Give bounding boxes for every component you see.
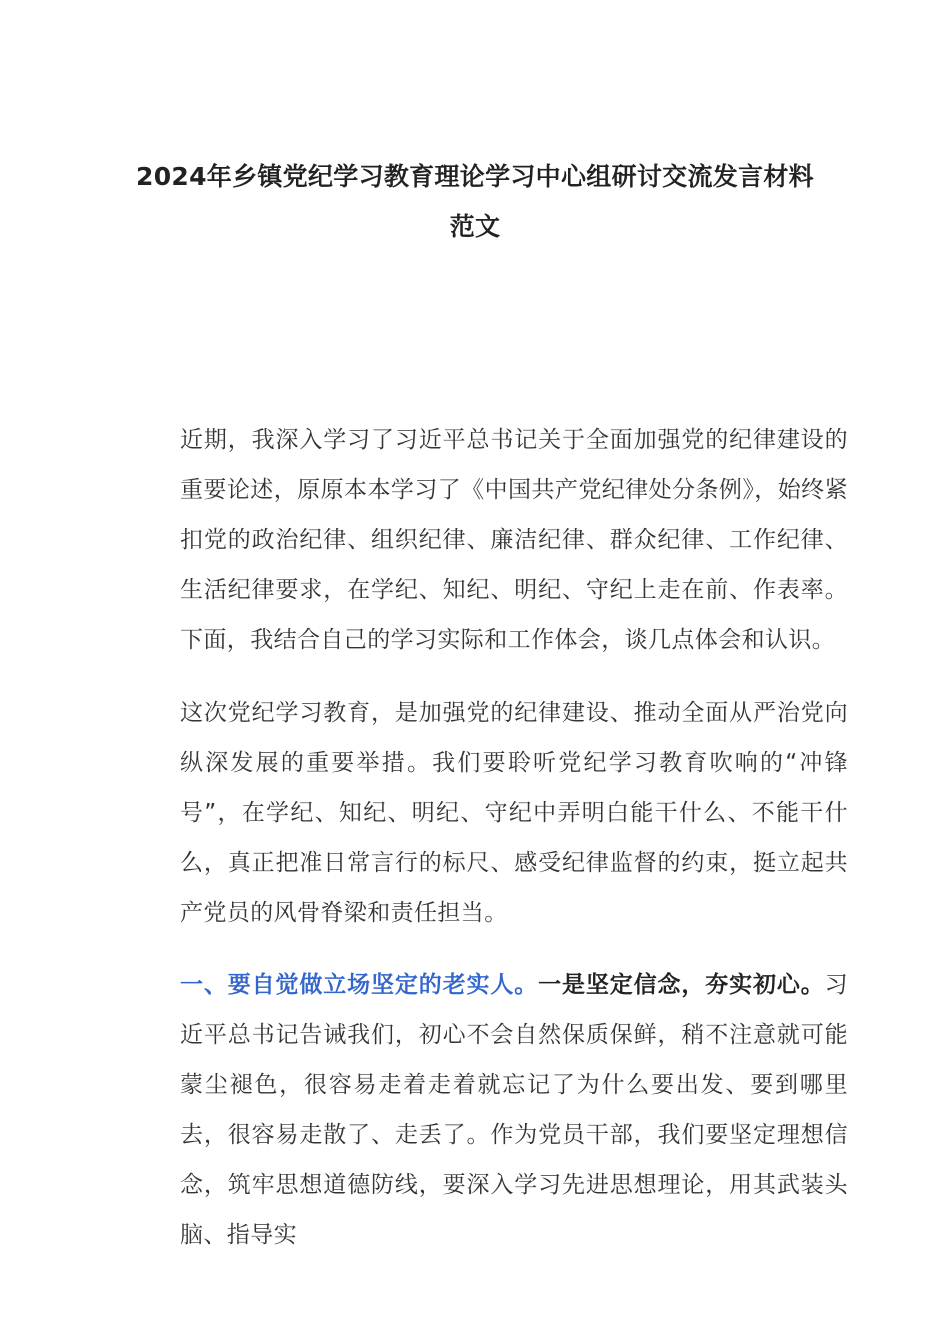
paragraph-context: 这次党纪学习教育，是加强党的纪律建设、推动全面从严治党向纵深发展的重要举措。我们要聆听党纪学习教育吹响的“冲锋号”，在学纪、知纪、明纪、守纪中弄明白能干什么、不能干什么，真正把准日常言行的标尺、感受纪律监督的约束，挺立起共产党员的风骨脊梁和责任担当。 (180, 700, 848, 926)
section-text: 习近平总书记告诫我们，初心不会自然保质保鲜，稍不注意就可能蒙尘褪色，很容易走着走着就忘记了为什么要出发、要到哪里去，很容易走散了、走丢了。作为党员干部，我们要坚定理想信念，筑牢思想道德防线，要深入学习先进思想理论，用其武装头脑、指导实 (180, 972, 848, 1248)
paragraph-section-one (144, 960, 848, 1260)
section-subheading: 一是坚定信念，夯实初心。 (538, 972, 825, 998)
section-heading: 一、要自觉做立场坚定的老实人。 (180, 972, 539, 998)
document-title: 2024年乡镇党纪学习教育理论学习中心组研讨交流发言材料范文 (136, 162, 814, 241)
paragraph-intro: 近期，我深入学习了习近平总书记关于全面加强党的纪律建设的重要论述，原原本本学习了《中国共产党纪律处分条例》，始终紧扣党的政治纪律、组织纪律、廉洁纪律、群众纪律、工作纪律、生活纪律要求，在学纪、知纪、明纪、守纪上走在前、作表率。下面，我结合自己的学习实际和工作体会，谈几点体会和认识。 (180, 427, 848, 653)
